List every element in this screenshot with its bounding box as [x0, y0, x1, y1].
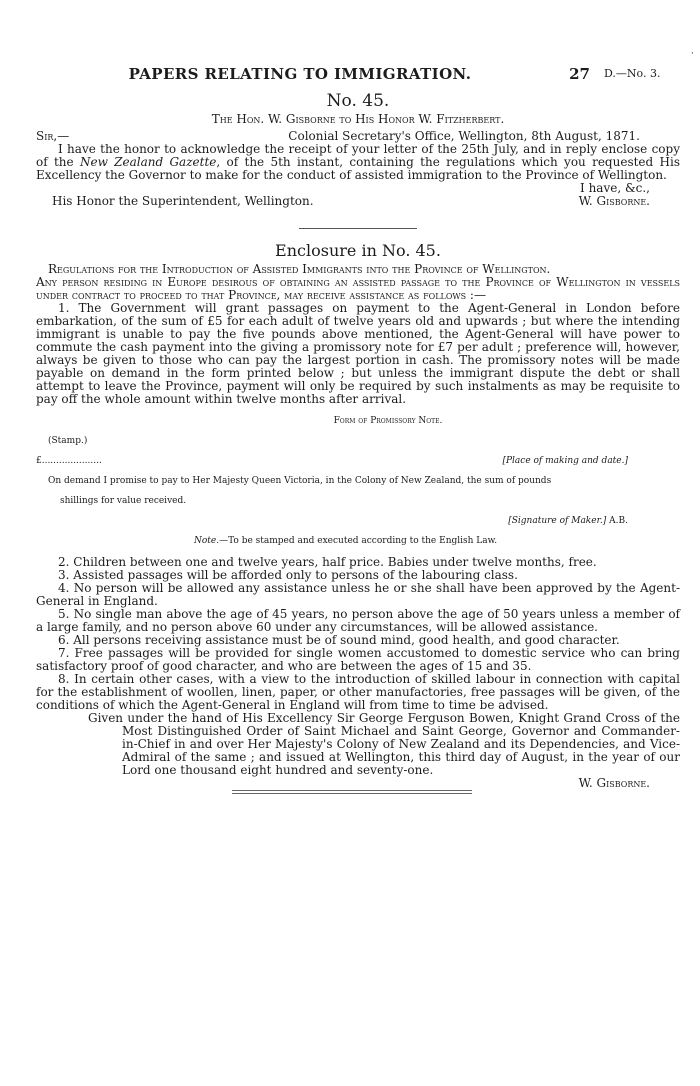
letter-from-to: The Hon. W. Gisborne to His Honor W. Fitzherbert.: [211, 112, 505, 126]
clause-1: 1. The Government will grant passages on payment to the Agent-General in London before embarkation, of the sum of £5 for each adult of twelve years old and upwards ; but where the intending immigrant is unable to pay the five pounds above mentioned, the Agent-General will have power to commute the cash payment into the giving a promissory note for £7 per adult ; preference will, however, always be given to those who can pay the largest portion in cash. The promissory notes will be made payable on demand in the form printed below ; but unless the immigrant dispute the debt or shall attempt to leave the Province, payment will only be required by such instalments as may be requisite to pay off the whole amount within twelve months after arrival.: [36, 301, 680, 406]
note-continued: shillings for value received.: [60, 496, 187, 506]
page-number: 27: [569, 65, 590, 83]
clause-3: 3. Assisted passages will be afforded only to persons of the labouring class.: [58, 568, 518, 582]
clause-7: 7. Free passages will be provided for single women accustomed to domestic service who can bring satisfactory proof of good character, and who are between the ages of 15 and 35.: [36, 646, 680, 673]
form-title: Form of Promissory Note.: [333, 416, 443, 426]
letter-signature: W. Gisborne.: [578, 194, 650, 208]
enclosure-title: Enclosure in No. 45.: [275, 241, 441, 260]
salutation: Sir,—: [36, 129, 70, 143]
maker-signature-line: [36, 516, 628, 527]
letter-body: I have the honor to acknowledge the receipt of your letter of the 25th July, and in reply enclose copy of the New Zealand Gazette, of the 5th instant, containing the regulations which you requested His Excellency the Governor to make for the conduct of assisted immigration to the Province of Wellington.: [36, 142, 680, 182]
document-reference: D.—No. 3.: [604, 67, 661, 80]
letter-address: Colonial Secretary's Office, Wellington, 8th August, 1871.: [288, 129, 640, 143]
clause-5: 5. No single man above the age of 45 years, no person above the age of 50 years unless a member of a large family, and no person above 60 under any circumstances, will be allowed assistance.: [36, 607, 680, 634]
letter-closing: I have, &c.,: [580, 181, 650, 195]
clause-4: 4. No person will be allowed any assistance unless he or she shall have been approved by the Agent-General in England.: [36, 581, 680, 608]
enclosure-signature: W. Gisborne.: [578, 776, 650, 790]
clause-2: 2. Children between one and twelve years, half price. Babies under twelve months, free.: [58, 555, 597, 569]
gazette-title: New Zealand Gazette: [79, 155, 217, 169]
signature-of-maker: [Signature of Maker.]: [508, 516, 607, 526]
page-body: [36, 86, 680, 790]
running-title: PAPERS RELATING TO IMMIGRATION.: [128, 65, 472, 83]
stamping-note: Note.—To be stamped and executed according to the English Law.: [194, 536, 498, 546]
letter-sign-row: [36, 195, 680, 208]
regulations-intro: Any person residing in Europe desirous of obtaining an assisted passage to the Province of Wellington in vessels under contract to proceed to that Province, may receive assistance as follows :—: [36, 275, 680, 302]
letter-number: No. 45.: [326, 91, 390, 111]
maker-initials: A.B.: [609, 516, 628, 526]
place-date: [Place of making and date.]: [502, 456, 628, 466]
pound-line: [36, 456, 680, 467]
pound-blank: £.....................: [36, 456, 102, 466]
end-double-rule: [232, 790, 472, 796]
given-under-hand: Given under the hand of His Excellency Sir George Ferguson Bowen, Knight Grand Cross of the Most Distinguished Order of Saint Michael and Saint George, Governor and Commander-in-Chief in and over Her Majesty's Colony of New Zealand and its Dependencies, and Vice-Admiral of the same ; and issued at Wellington, this third day of August, in the year of our Lord one thousand eight hundred and seventy-one.: [88, 711, 680, 777]
letter-recipient: His Honor the Superintendent, Wellington.: [52, 194, 314, 208]
section-divider: [299, 228, 417, 229]
regulations-title: Regulations for the Introduction of Assisted Immigrants into the Province of Wellington.: [48, 262, 551, 276]
stamp-label: (Stamp.): [48, 436, 88, 446]
clause-8: 8. In certain other cases, with a view to the introduction of skilled labour in connection with capital for the establishment of woollen, linen, paper, or other manufactories, free passages will be given, of the conditions of which the Agent-General in England will from time to time be advised.: [36, 672, 680, 712]
clause-6: 6. All persons receiving assistance must be of sound mind, good health, and good character.: [58, 633, 620, 647]
note-text: On demand I promise to pay to Her Majesty Queen Victoria, in the Colony of New Zealand, the sum of pounds: [48, 476, 552, 486]
margin-mark: ·: [691, 49, 694, 59]
